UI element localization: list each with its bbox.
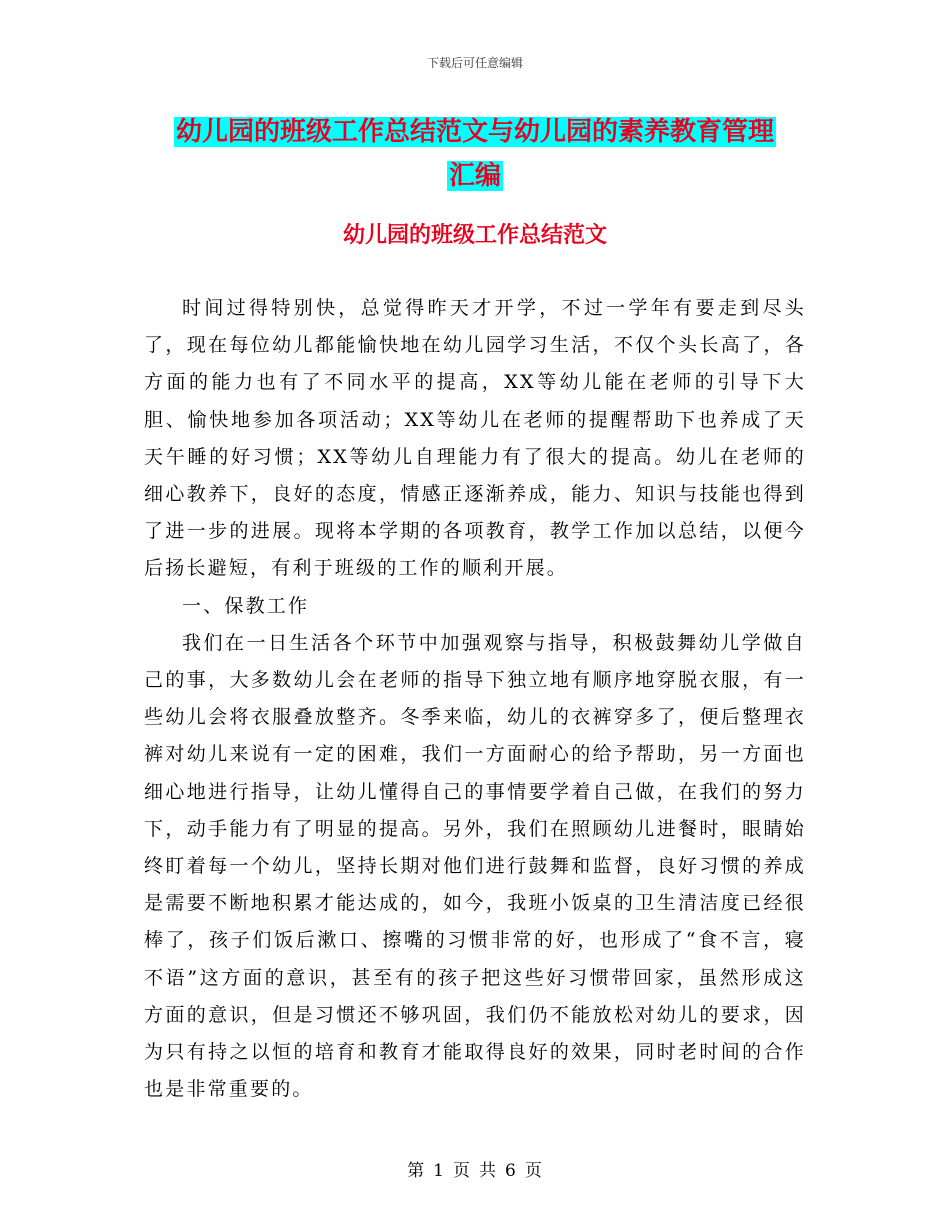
header-note: 下载后可任意编辑 bbox=[426, 56, 523, 70]
paragraph-heading-care: 一、保教工作 bbox=[182, 594, 310, 617]
document-title bbox=[150, 110, 800, 198]
footer-page-word: 页 bbox=[453, 1161, 471, 1181]
footer-total-prefix: 共 bbox=[479, 1161, 497, 1181]
footer-total-pages: 6 bbox=[505, 1161, 517, 1181]
paragraph-intro: 时间过得特别快，总觉得昨天才开学，不过一学年有要走到尽头了，现在每位幼儿都能愉快地在幼儿园学习生活，不仅个头长高了，各方面的能力也有了不同水平的提高，XX等幼儿能在老师的引导下大胆、愉快地参加各项活动；XX等幼儿在老师的提醒帮助下也养成了天天午睡的好习惯；XX等幼儿自理能力有了很大的提高。幼儿在老师的细心教养下，良好的态度，情感正逐渐养成，能力、知识与技能也得到了进一步的进展。现将本学期的各项教育，教学工作加以总结，以便今后扬长避短，有利于班级的工作的顺利开展。 bbox=[144, 297, 806, 580]
paragraph-care-work: 我们在一日生活各个环节中加强观察与指导，积极鼓舞幼儿学做自己的事，大多数幼儿会在老师的指导下独立地有顺序地穿脱衣服，有一些幼儿会将衣服叠放整齐。冬季来临，幼儿的衣裤穿多了，便后整理衣裤对幼儿来说有一定的困难，我们一方面耐心的给予帮助，另一方面也细心地进行指导，让幼儿懂得自己的事情要学着自己做，在我们的努力下，动手能力有了明显的提高。另外，我们在照顾幼儿进餐时，眼睛始终盯着每一个幼儿，坚持长期对他们进行鼓舞和监督，良好习惯的养成是需要不断地积累才能达成的，如今，我班小饭桌的卫生清洁度已经很棒了，孩子们饭后漱口、擦嘴的习惯非常的好，也形成了“食不言，寝不语”这方面的意识，甚至有的孩子把这些好习惯带回家，虽然形成这方面的意识，但是习惯还不够巩固，我们仍不能放松对幼儿的要求，因为只有持之以恒的培育和教育才能取得良好的效果，同时老时间的合作也是非常重要的。 bbox=[144, 631, 806, 1101]
page-footer bbox=[0, 1156, 950, 1181]
body-text bbox=[144, 290, 806, 1108]
document-title-line-1: 幼儿园的班级工作总结范文与幼儿园的素养教育管理 bbox=[175, 117, 774, 147]
footer-prefix: 第 bbox=[407, 1161, 426, 1181]
footer-suffix: 页 bbox=[524, 1161, 543, 1181]
footer-current-page: 1 bbox=[433, 1161, 445, 1181]
section-title: 幼儿园的班级工作总结范文 bbox=[342, 223, 607, 248]
document-title-line-2: 汇编 bbox=[448, 161, 501, 191]
